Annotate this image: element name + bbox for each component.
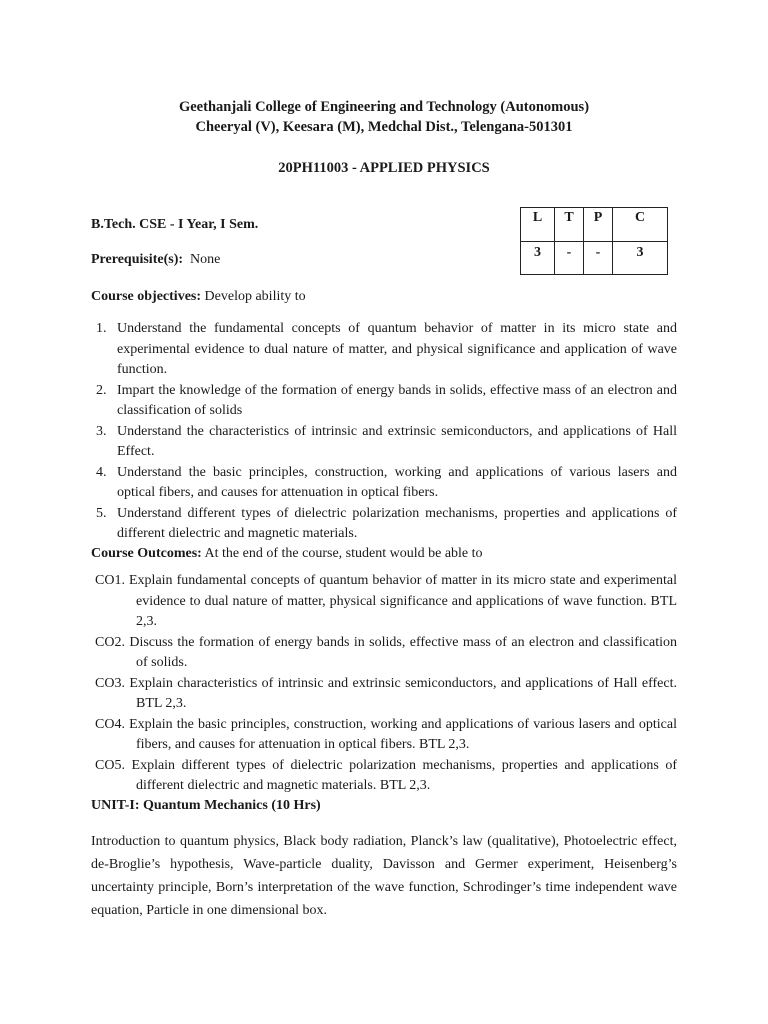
outcomes-intro: At the end of the course, student would be able to	[204, 546, 483, 561]
ltpc-value-l: 3	[521, 242, 555, 275]
objectives-label: Course objectives:	[91, 289, 202, 304]
college-address: Cheeryal (V), Keesara (M), Medchal Dist., Telengana-501301	[195, 119, 573, 135]
outcomes-label: Course Outcomes:	[91, 546, 202, 561]
objective-item: 5. Understand different types of dielectric polarization mechanisms, properties and applications of different dielectric and magnetic materials.	[96, 505, 677, 541]
objective-item: 1. Understand the fundamental concepts of quantum behavior of matter in its micro state and experimental evidence to dual nature of matter, and physical significance and application of wave function.	[96, 321, 677, 377]
ltpc-header-t: T	[555, 208, 584, 242]
unit1-title: UNIT-I: Quantum Mechanics (10 Hrs)	[91, 798, 321, 813]
prerequisite-value: None	[190, 252, 221, 267]
ltpc-table	[520, 207, 668, 275]
objective-item: 2. Impart the knowledge of the formation of energy bands in solids, effective mass of an electron and classification of solids	[96, 382, 677, 418]
outcomes-heading	[91, 546, 483, 562]
outcome-item: CO3. Explain characteristics of intrinsic and extrinsic semiconductors, and applications of Hall effect. BTL 2,3.	[95, 675, 677, 711]
objectives-list	[91, 319, 677, 545]
ltpc-value-c: 3	[613, 242, 668, 275]
college-name: Geethanjali College of Engineering and Technology (Autonomous)	[178, 99, 590, 115]
prerequisite-label: Prerequisite(s):	[91, 252, 184, 267]
program-line: B.Tech. CSE - I Year, I Sem.	[91, 217, 259, 232]
objectives-intro: Develop ability to	[204, 289, 306, 304]
ltpc-header-c: C	[613, 208, 668, 242]
objectives-heading	[91, 289, 306, 305]
ltpc-value-row	[521, 242, 668, 275]
outcomes-list	[95, 571, 677, 797]
unit1-content: Introduction to quantum physics, Black body radiation, Planck’s law (qualitative), Photoelectric effect, de-Broglie’s hypothesis, Wave-particle duality, Davisson and Germer experiment, Heisenberg’s uncertainty principle, Born’s interpretation of the wave function, Schrodinger’s time independent wave equation, Particle in one dimensional box.	[91, 834, 677, 918]
outcome-item: CO5. Explain different types of dielectric polarization mechanisms, properties and applications of different dielectric and magnetic materials. BTL 2,3.	[95, 757, 677, 793]
objective-item: 4. Understand the basic principles, construction, working and applications of various lasers and optical fibers, and causes for attenuation in optical fibers.	[96, 464, 677, 500]
prerequisite-line	[91, 252, 220, 268]
ltpc-header-row	[521, 208, 668, 242]
outcome-item: CO4. Explain the basic principles, construction, working and applications of various lasers and optical fibers, and causes for attenuation in optical fibers. BTL 2,3.	[95, 716, 677, 752]
ltpc-value-t: -	[555, 242, 584, 275]
ltpc-header-p: P	[584, 208, 613, 242]
outcome-item: CO2. Discuss the formation of energy bands in solids, effective mass of an electron and classification of solids.	[95, 634, 677, 670]
outcome-item: CO1. Explain fundamental concepts of quantum behavior of matter in its micro state and experimental evidence to dual nature of matter, physical significance and applications of wave function. BTL 2,3.	[95, 573, 677, 629]
ltpc-header-l: L	[521, 208, 555, 242]
objective-item: 3. Understand the characteristics of intrinsic and extrinsic semiconductors, and applications of Hall Effect.	[96, 423, 677, 459]
course-title: 20PH11003 - APPLIED PHYSICS	[278, 160, 490, 176]
ltpc-value-p: -	[584, 242, 613, 275]
